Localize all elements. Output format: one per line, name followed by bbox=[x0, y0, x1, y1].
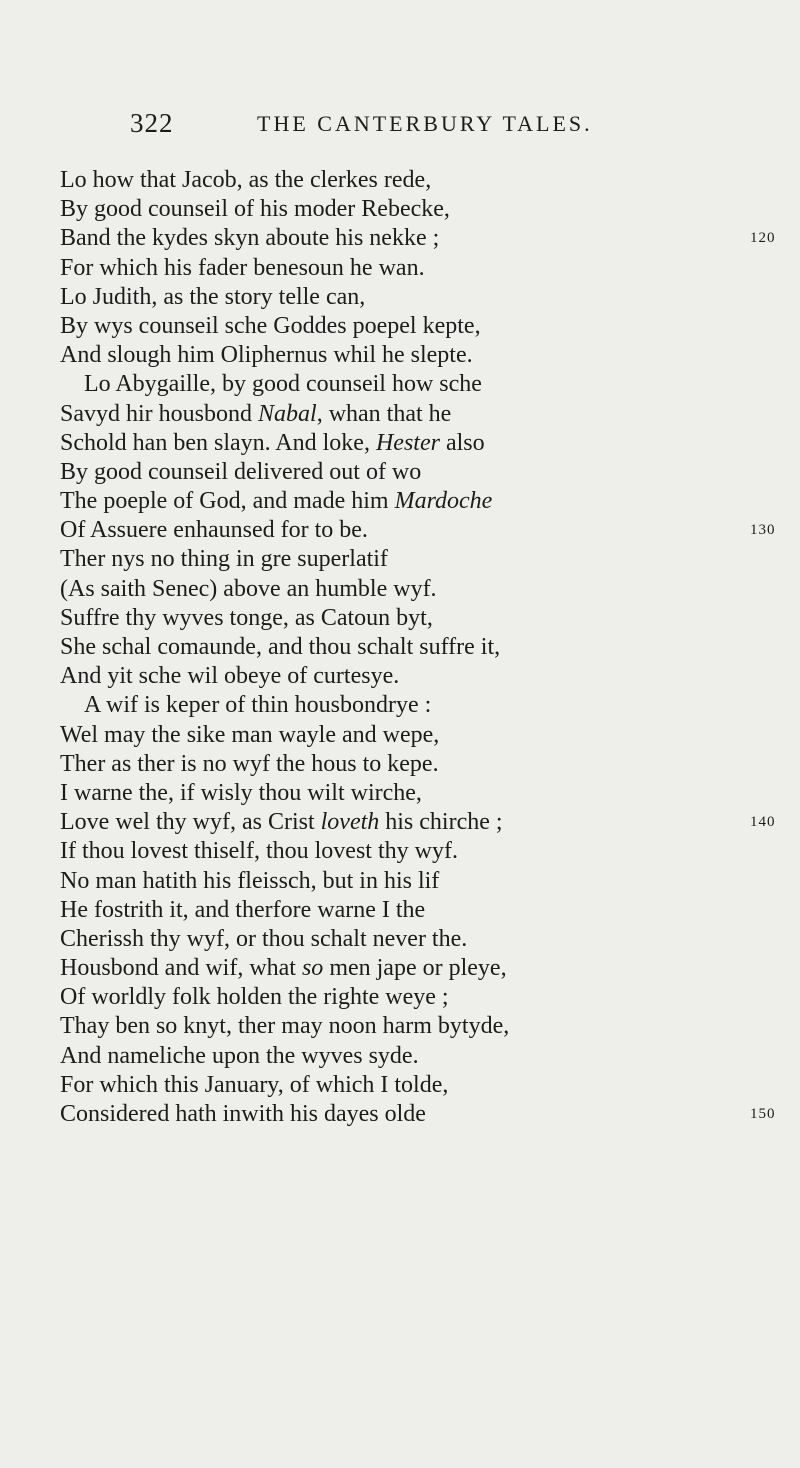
verse-line bbox=[60, 1071, 760, 1100]
verse-line bbox=[60, 283, 760, 312]
line-number: 130 bbox=[750, 522, 776, 539]
verse-line-text bbox=[60, 838, 458, 864]
verse-line bbox=[60, 341, 760, 370]
verse-line-main: For which this January, of which I tolde, bbox=[60, 1071, 449, 1098]
verse-line-text bbox=[60, 225, 439, 251]
verse-line-text bbox=[60, 1101, 426, 1127]
line-number: 140 bbox=[750, 814, 776, 831]
verse-line-text bbox=[60, 984, 449, 1010]
verse-line bbox=[60, 721, 760, 750]
verse-line bbox=[60, 662, 760, 691]
verse-line-text bbox=[60, 488, 492, 514]
line-number: 150 bbox=[750, 1106, 776, 1122]
verse-line bbox=[60, 1012, 760, 1041]
verse-line-main: A wif is keper of thin housbondrye : bbox=[84, 692, 432, 719]
verse-line-main: Band the kydes skyn aboute his nekke ; bbox=[60, 225, 440, 252]
verse-line-text bbox=[60, 284, 365, 310]
verse-line-main: And slough him Oliphernus whil he slepte. bbox=[60, 342, 473, 369]
verse-line-text bbox=[60, 722, 439, 748]
verse-line bbox=[60, 254, 760, 283]
verse-line-text bbox=[60, 255, 425, 281]
verse-line-text bbox=[60, 1013, 509, 1039]
verse-line-main: Ther nys no thing in gre superlatif bbox=[60, 546, 388, 573]
verse-line-text bbox=[60, 634, 500, 660]
verse-line-text bbox=[60, 1072, 448, 1098]
running-head bbox=[130, 108, 640, 142]
verse-line bbox=[60, 750, 760, 779]
verse-line-main: Savyd hir housbond bbox=[60, 400, 258, 427]
verse-line-text bbox=[60, 692, 431, 718]
verse-line-text bbox=[60, 605, 433, 631]
page-number: 322 bbox=[130, 108, 174, 138]
verse-line-text bbox=[60, 897, 425, 923]
verse-line-text bbox=[60, 342, 473, 368]
verse-line-text bbox=[60, 926, 467, 952]
verse-line bbox=[60, 1042, 760, 1071]
verse-line-italic: so bbox=[301, 955, 324, 982]
verse-line-after: , whan that he bbox=[316, 400, 452, 427]
verse-line-main: Considered hath inwith his dayes olde bbox=[60, 1101, 426, 1127]
verse-line-main: Ther as ther is no wyf the hous to kepe. bbox=[60, 750, 439, 777]
verse-line-main: By good counseil of his moder Rebecke, bbox=[60, 196, 450, 223]
verse-line bbox=[60, 983, 760, 1012]
verse-line-main: And yit sche wil obeye of curtesye. bbox=[60, 663, 400, 690]
verse-line bbox=[60, 691, 760, 720]
verse-line bbox=[60, 545, 760, 574]
verse-line-main: Of Assuere enhaunsed for to be. bbox=[60, 517, 368, 544]
verse-line-text bbox=[60, 576, 437, 602]
verse-line-text bbox=[60, 1043, 419, 1069]
verse-line bbox=[60, 312, 760, 341]
verse-line-italic: loveth bbox=[320, 809, 380, 836]
verse-line bbox=[60, 808, 776, 837]
verse-line-main: If thou lovest thiself, thou lovest thy wyf. bbox=[60, 838, 458, 865]
verse-line-text bbox=[60, 780, 422, 806]
verse-line-italic: Nabal bbox=[258, 400, 317, 427]
verse-line-text bbox=[60, 430, 485, 456]
verse-line bbox=[60, 925, 760, 954]
verse-line-main: Love wel thy wyf, as Crist bbox=[60, 809, 321, 836]
verse-line-main: The poeple of God, and made him bbox=[60, 488, 395, 515]
verse-line-main: For which his fader benesoun he wan. bbox=[60, 254, 425, 281]
verse-line-main: (As saith Senec) above an humble wyf. bbox=[60, 575, 437, 602]
verse-line-text bbox=[60, 663, 399, 689]
verse-line-main: Lo how that Jacob, as the clerkes rede, bbox=[60, 167, 432, 193]
verse-line-text bbox=[60, 751, 439, 777]
verse-line-text bbox=[60, 459, 421, 485]
verse-line-main: Schold han ben slayn. And loke, bbox=[60, 429, 376, 456]
verse-line-main: Cherissh thy wyf, or thou schalt never the. bbox=[60, 925, 468, 952]
verse-line-main: Of worldly folk holden the righte weye ; bbox=[60, 984, 449, 1011]
verse-line bbox=[60, 400, 760, 429]
verse-line-main: By good counseil delivered out of wo bbox=[60, 458, 422, 485]
verse-line bbox=[60, 633, 760, 662]
verse-line-main: And nameliche upon the wyves syde. bbox=[60, 1042, 419, 1069]
verse-line-main: Lo Abygaille, by good counseil how sche bbox=[84, 371, 482, 398]
verse-line-text bbox=[60, 167, 431, 193]
verse-line bbox=[60, 166, 760, 195]
verse-line-italic: Hester bbox=[375, 429, 440, 456]
verse-line-main: I warne the, if wisly thou wilt wirche, bbox=[60, 779, 422, 806]
verse-line-main: Wel may the sike man wayle and wepe, bbox=[60, 721, 440, 748]
verse-line-main: No man hatith his fleissch, but in his lif bbox=[60, 867, 440, 894]
verse-line-after: men jape or pleye, bbox=[323, 955, 507, 982]
line-number: 120 bbox=[750, 230, 776, 247]
verse-line-text bbox=[60, 868, 439, 894]
verse-line-main: Suffre thy wyves tonge, as Catoun byt, bbox=[60, 604, 433, 631]
verse-line-main: He fostrith it, and therfore warne I the bbox=[60, 896, 426, 923]
verse-line bbox=[60, 370, 760, 399]
verse-line-text bbox=[60, 196, 450, 222]
verse-line bbox=[60, 837, 760, 866]
verse-line bbox=[60, 954, 760, 983]
verse-line bbox=[60, 867, 760, 896]
verse-line bbox=[60, 429, 760, 458]
verse-line-text bbox=[60, 371, 482, 397]
verse-line-main: She schal comaunde, and thou schalt suffre it, bbox=[60, 634, 501, 660]
verse-line bbox=[60, 458, 760, 487]
verse-line bbox=[60, 604, 760, 633]
verse-line-main: By wys counseil sche Goddes poepel kepte, bbox=[60, 312, 481, 339]
verse-line bbox=[60, 896, 760, 925]
verse-line bbox=[60, 195, 760, 224]
verse-line-text bbox=[60, 955, 507, 981]
verse-line-main: Lo Judith, as the story telle can, bbox=[60, 283, 366, 310]
verse-line-text bbox=[60, 401, 451, 427]
verse-line-text bbox=[60, 809, 503, 835]
verse-line-italic: Mardoche bbox=[394, 488, 493, 515]
verse-line-after: his chirche ; bbox=[379, 809, 503, 836]
verse-line bbox=[60, 487, 760, 516]
verse-line-main: Thay ben so knyt, ther may noon harm bytyde, bbox=[60, 1013, 510, 1040]
running-title: THE CANTERBURY TALES. bbox=[257, 111, 593, 136]
verse-line bbox=[60, 224, 776, 253]
verse-text-block bbox=[60, 166, 776, 1129]
verse-line-after: also bbox=[439, 429, 485, 456]
verse-line bbox=[60, 575, 760, 604]
verse-line bbox=[60, 516, 776, 545]
verse-line-main: Housbond and wif, what bbox=[60, 955, 302, 982]
verse-line-text bbox=[60, 313, 481, 339]
verse-line bbox=[60, 1100, 776, 1129]
verse-line-text bbox=[60, 517, 368, 543]
verse-line bbox=[60, 779, 760, 808]
verse-line-text bbox=[60, 546, 388, 572]
